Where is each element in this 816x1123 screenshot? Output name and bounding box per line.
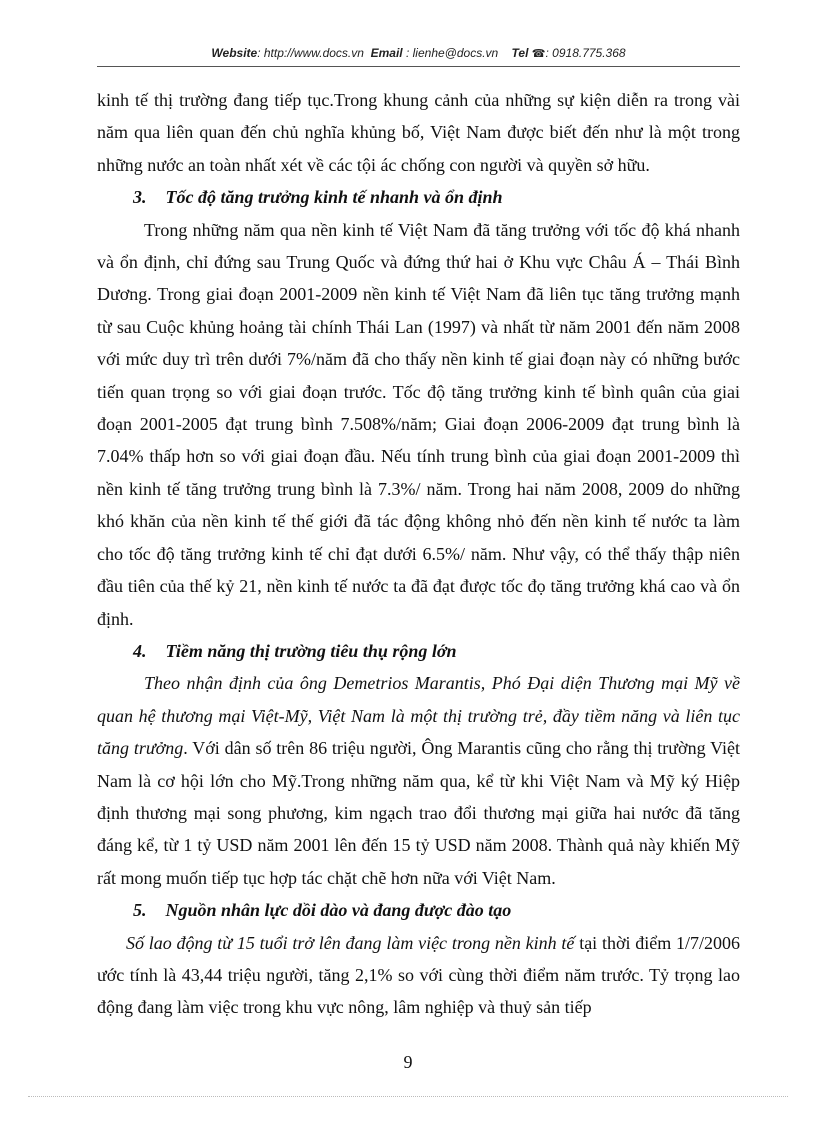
section-5-number: 5. bbox=[133, 900, 147, 921]
email-label: Email bbox=[370, 46, 403, 60]
email-value: : lienhe@docs.vn bbox=[405, 46, 499, 60]
website-label: Website bbox=[211, 46, 258, 60]
tel-value: : 0918.775.368 bbox=[545, 46, 626, 60]
section-5-heading bbox=[97, 894, 740, 926]
section-3-title: Tốc độ tăng trưởng kinh tế nhanh và ổn định bbox=[165, 187, 503, 208]
section-5-italic-phrase: Số lao động từ 15 tuổi trở lên đang làm việc trong nền kinh tế bbox=[126, 932, 575, 953]
section-4-number: 4. bbox=[133, 640, 147, 661]
tel-label: Tel bbox=[511, 46, 529, 60]
section-3-heading bbox=[97, 181, 740, 213]
section-3-number: 3. bbox=[133, 187, 147, 208]
section-5-paragraph bbox=[97, 927, 740, 1024]
section-4-text: . Với dân số trên 86 triệu người, Ông Marantis cũng cho rằng thị trường Việt Nam là cơ hội lớn cho Mỹ.Trong những năm qua, kể từ khi Việt Nam và Mỹ ký Hiệp định thương mại song phương, kim ngạch trao đổi thương mại giữa hai nước đã tăng đáng kể, từ 1 tỷ USD năm 2001 lên đến 15 tỷ USD năm 2008. Thành quả này khiến Mỹ rất mong muốn tiếp tục hợp tác chặt chẽ hơn nữa với Việt Nam. bbox=[97, 738, 740, 888]
section-4-heading bbox=[97, 635, 740, 667]
section-5-text: tại thời điểm 1/7/2006 ước tính là 43,44 triệu người, tăng 2,1% so với cùng thời điểm năm trước. Tỷ trọng lao động đang làm việc trong khu vực nông, lâm nghiệp và thuỷ sản tiếp bbox=[97, 932, 740, 1018]
footer-divider bbox=[28, 1096, 788, 1097]
section-4-title: Tiềm năng thị trường tiêu thụ rộng lớn bbox=[165, 640, 457, 661]
phone-icon: ☎ bbox=[531, 48, 546, 60]
website-value: : http://www.docs.vn bbox=[257, 46, 364, 60]
page-number: 9 bbox=[403, 1052, 413, 1072]
page-header bbox=[97, 46, 740, 67]
section-3-paragraph: Trong những năm qua nền kinh tế Việt Nam đã tăng trưởng với tốc độ khá nhanh và ổn định, chỉ đứng sau Trung Quốc và đứng thứ hai ở Khu vực Châu Á – Thái Bình Dương. Trong giai đoạn 2001-2009 nền kinh tế Việt Nam đã liên tục tăng trưởng mạnh từ sau Cuộc khủng hoảng tài chính Thái Lan (1997) và nhất từ năm 2001 đến năm 2008 với mức duy trì trên dưới 7%/năm đã cho thấy nền kinh tế giai đoạn này có những bước tiến quan trọng so với giai đoạn trước. Tốc độ tăng trưởng kinh tế bình quân của giai đoạn 2001-2005 đạt trung bình 7.508%/năm; Giai đoạn 2006-2009 đạt trung bình là 7.04% thấp hơn so với giai đoạn đầu. Nếu tính trung bình của giai đoạn 2001-2009 thì nền kinh tế tăng trưởng trung bình là 7.3%/ năm. Trong hai năm 2008, 2009 do những khó khăn của nền kinh tế thế giới đã tác động không nhỏ đến nền kinh tế nước ta làm cho tốc độ tăng trưởng kinh tế chỉ đạt dưới 6.5%/ năm. Như vậy, có thể thấy thập niên đầu tiên của thế kỷ 21, nền kinh tế nước ta đã đạt được tốc đọ tăng trưởng khá cao và ổn định. bbox=[97, 219, 740, 629]
section-4-paragraph bbox=[97, 667, 740, 894]
section-5-title: Nguồn nhân lực dồi dào và đang được đào tạo bbox=[165, 900, 512, 921]
section-4-quote: Theo nhận định của ông Demetrios Marantis, Phó Đại diện Thương mại Mỹ về quan hệ thương mại Việt-Mỹ, Việt Nam là một thị trường trẻ, đầy tiềm năng và liên tục tăng trưởng bbox=[97, 673, 740, 759]
intro-paragraph: kinh tế thị trường đang tiếp tục.Trong khung cảnh của những sự kiện diễn ra trong vài năm qua liên quan đến chủ nghĩa khủng bố, Việt Nam được biết đến như là một trong những nước an toàn nhất xét về các tội ác chống con người và quyền sở hữu. bbox=[97, 90, 740, 175]
document-body bbox=[97, 84, 740, 1024]
